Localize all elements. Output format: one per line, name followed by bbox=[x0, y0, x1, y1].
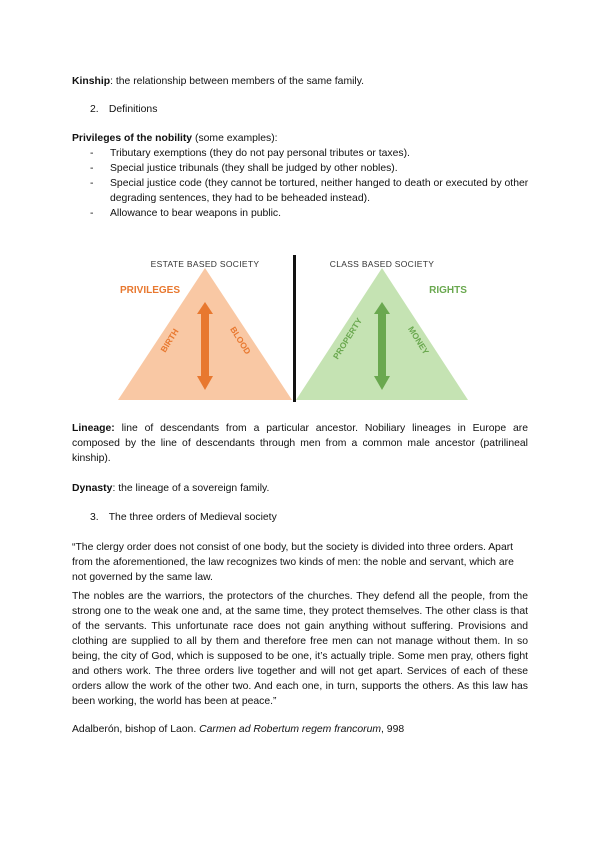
list-item: - Special justice tribunals (they shall be judged by other nobles). bbox=[72, 161, 532, 176]
blood-label: BLOOD bbox=[228, 324, 253, 357]
section-2-title: Definitions bbox=[108, 104, 158, 115]
privileges-list bbox=[72, 146, 532, 221]
dynasty-text: : the lineage of a sovereign family. bbox=[112, 483, 270, 494]
privileges-suffix: (some examples): bbox=[192, 133, 278, 144]
dynasty-term: Dynasty bbox=[72, 483, 113, 494]
section-3-number: 3. bbox=[90, 512, 99, 523]
privileges-block bbox=[72, 131, 532, 221]
section-3-title: The three orders of Medieval society bbox=[108, 512, 277, 523]
lineage-definition bbox=[72, 421, 528, 466]
list-item: - Allowance to bear weapons in public. bbox=[72, 206, 532, 221]
privileges-term: Privileges of the nobility bbox=[72, 133, 193, 144]
property-label: PROPERTY bbox=[330, 315, 365, 361]
section-2-number: 2. bbox=[90, 104, 99, 115]
birth-label: BIRTH bbox=[158, 326, 181, 355]
class-title: CLASS BASED SOCIETY bbox=[329, 259, 435, 269]
list-item: - Tributary exemptions (they do not pay personal tributes or taxes). bbox=[72, 146, 532, 161]
citation-author: Adalberón, bishop of Laon. bbox=[72, 724, 200, 735]
citation bbox=[72, 722, 528, 737]
quote-paragraph-2: The nobles are the warriors, the protectors of the churches. They defend all the people, from the strong one to the weak one and, at the same time, they protect themselves. The other class is that of the servants. This unfortunate race does not gain anything without suffering. Provisions and clothing are supplied to all by them and therefore free men can not manage without them. In so being, the city of God, which is supposed to be one, it’s actually triple. Some men pray, others fight and others work. The three orders live together and will not get apart. Services of each of these orders allow the work of the other two. And each one, in turn, supports the others. As this law has been working, the world has been at peace.” bbox=[72, 591, 528, 707]
section-3-heading bbox=[72, 510, 277, 525]
lineage-term: Lineage: bbox=[72, 423, 115, 434]
society-diagram bbox=[110, 250, 490, 402]
kinship-definition bbox=[72, 74, 528, 89]
quote-paragraph-1: “The clergy order does not consist of one body, but the society is divided into three orders. Apart from the aforementioned, the law recognizes two kinds of men: the noble and servant, which are not governed by the same law. bbox=[72, 542, 514, 583]
privileges-heading bbox=[72, 131, 532, 146]
kinship-text: : the relationship between members of the same family. bbox=[110, 76, 365, 87]
kinship-term: Kinship bbox=[72, 76, 111, 87]
lineage-text: line of descendants from a particular ancestor. Nobiliary lineages in Europe are composed by the line of descendants through men from a common male ancestor (patrilineal kinship). bbox=[72, 423, 528, 464]
dynasty-definition bbox=[72, 481, 528, 496]
rights-label: RIGHTS bbox=[429, 285, 467, 296]
list-item: - Special justice code (they cannot be tortured, neither hanged to death or executed by other degrading sentences, they had to be beheaded instead). bbox=[72, 176, 532, 206]
money-label: MONEY bbox=[406, 324, 432, 357]
divider bbox=[293, 255, 296, 402]
citation-work: Carmen ad Robertum regem francorum bbox=[199, 724, 382, 735]
privileges-label: PRIVILEGES bbox=[119, 285, 181, 296]
estate-title: ESTATE BASED SOCIETY bbox=[150, 259, 260, 269]
citation-year: , 998 bbox=[381, 724, 405, 735]
section-2-heading bbox=[72, 102, 157, 117]
